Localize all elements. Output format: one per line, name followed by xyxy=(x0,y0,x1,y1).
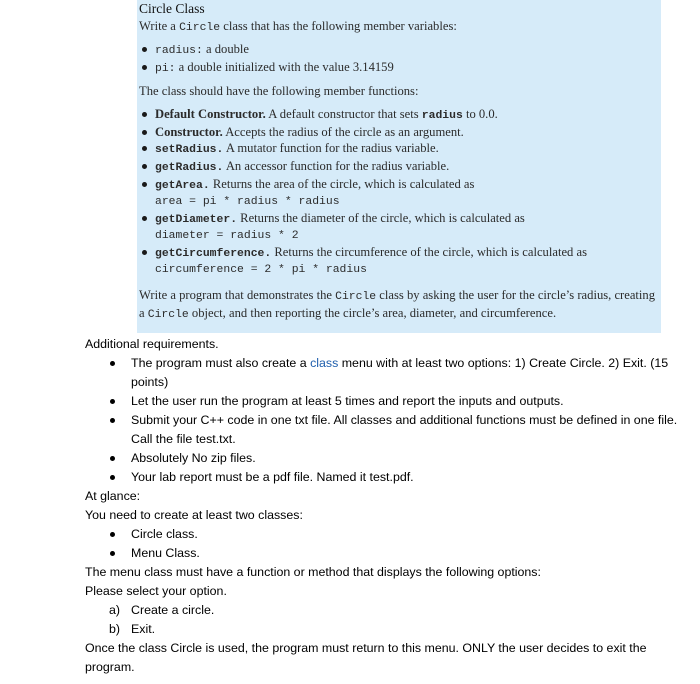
intro-text: Write a Circle class that has the following member variables: xyxy=(139,19,457,34)
list-item: b) Exit. xyxy=(109,622,156,636)
list-item: getDiameter. Returns the diameter of the circle, which is calculated as diameter = radius * 2 xyxy=(139,210,655,244)
list-item: Submit your C++ code in one txt file. All classes and additional functions must be defined in one file. Call the file test.txt. xyxy=(85,411,685,449)
assignment-requirements xyxy=(85,335,685,677)
area-formula: area = pi * radius * radius xyxy=(155,196,340,208)
function-list xyxy=(139,106,655,278)
list-item: Let the user run the program at least 5 times and report the inputs and outputs. xyxy=(85,392,685,411)
menu-intro: The menu class must have a function or method that displays the following options: xyxy=(85,565,541,579)
list-item: radius: a double xyxy=(139,41,655,59)
list-item: The program must also create a class menu with at least two options: 1) Create Circle. 2) Exit. (15 points) xyxy=(85,354,685,392)
closing-paragraph: Write a program that demonstrates the Circle class by asking the user for the circle’s radius, creating a Circle object, and then reporting the circle’s area, diameter, and circumference. xyxy=(139,288,656,321)
class-link[interactable]: class xyxy=(310,356,339,370)
list-item: getCircumference. Returns the circumference of the circle, which is calculated as circumference = 2 * pi * radius xyxy=(139,244,655,278)
list-item: a) Create a circle. xyxy=(109,603,215,617)
closing-note: Once the class Circle is used, the program must return to this menu. ONLY the user decides to exit the program. xyxy=(85,641,647,674)
list-item: Default Constructor. A default constructor that sets radius to 0.0. xyxy=(139,106,655,124)
requirements-list xyxy=(85,354,685,487)
variable-list xyxy=(139,41,655,77)
glance-heading: At glance: xyxy=(85,489,141,503)
menu-prompt: Please select your option. xyxy=(85,584,227,598)
circumference-formula: circumference = 2 * pi * radius xyxy=(155,264,367,276)
options-list xyxy=(85,601,685,639)
classes-intro: You need to create at least two classes: xyxy=(85,508,303,522)
functions-intro: The class should have the following member functions: xyxy=(139,84,419,98)
classes-list xyxy=(85,525,685,563)
requirements-heading: Additional requirements. xyxy=(85,337,219,351)
textbook-excerpt xyxy=(137,0,661,333)
list-item: Your lab report must be a pdf file. Named it test.pdf. xyxy=(85,468,685,487)
list-item: pi: a double initialized with the value 3.14159 xyxy=(139,59,655,77)
diameter-formula: diameter = radius * 2 xyxy=(155,230,299,242)
excerpt-title: Circle Class xyxy=(139,1,205,16)
list-item: Menu Class. xyxy=(85,544,685,563)
list-item: Circle class. xyxy=(85,525,685,544)
list-item: getRadius. An accessor function for the radius variable. xyxy=(139,158,655,176)
list-item: setRadius. A mutator function for the radius variable. xyxy=(139,140,655,158)
list-item: Absolutely No zip files. xyxy=(85,449,685,468)
list-item: getArea. Returns the area of the circle, which is calculated as area = pi * radius * radius xyxy=(139,176,655,210)
list-item: Constructor. Accepts the radius of the circle as an argument. xyxy=(139,124,655,140)
